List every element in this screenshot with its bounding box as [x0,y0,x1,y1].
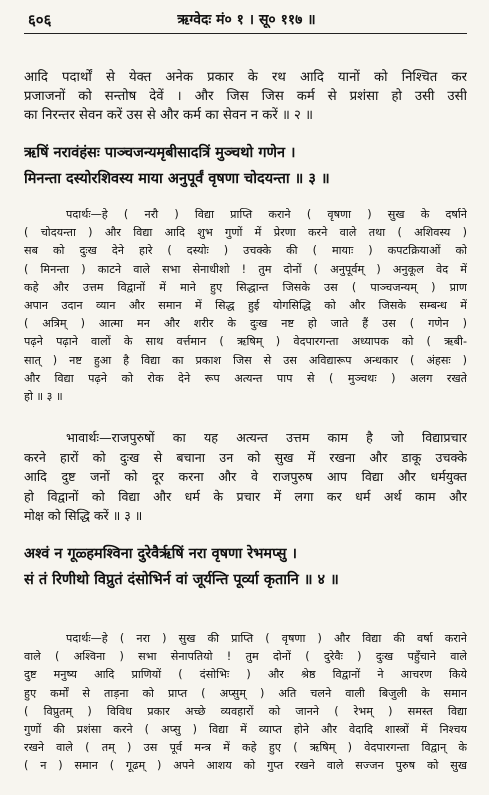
text-line: दुष्ट मनुष्य आदि प्राणियों ( दंसोभिः ) और श्रेष्ठ विद्वानों ने आचरण किये [24,668,467,682]
text-line: सब को दुःख देने हारे ( दस्योः ) उचक्के की ( मायाः ) कपटक्रियाओं को [24,244,467,258]
text-line: गुणों की प्रशंसा करने ( अप्सु ) विद्या में व्याप्त होने और वेदादि शास्त्रों में निश्चय [24,723,467,737]
mantra-line: सं तं रिणीथो विप्रुतं दंसोभिर्न वां जूर्यन्ति पूर्व्या कृतानि ॥ ४ ॥ [24,572,339,588]
mantra-3 [24,140,467,192]
mantra-line: अश्वं न गूळ्हमश्विना दुरेवैर्ऋषिं नरा वृषणा रेभमप्सु । [24,546,298,562]
text-line: रखने वाले ( तम् ) उस पूर्व मन्त्र में कहे हुए ( ऋषिम् ) वेदपारगन्ता विद्वान् के [24,741,467,755]
text-line: का निरन्तर सेवन करें उस से और कर्म का सेवन न करें ॥ २ ॥ [24,108,313,123]
text-line: आदि दुष्ट जनों को दूर करना और वे राजपुरुष आप विद्या और धर्मयुक्त [24,469,467,485]
text-line: ( विप्रुतम् ) विविध प्रकार अच्छे व्यवहारों को जानने ( रेभम् ) समस्त विद्या [24,704,467,718]
bhavartha-3 [24,428,467,526]
text-line: ( न ) समान ( गूढम् ) अपने आशय को गुप्त रखने वाले सज्जन पुरुष को सुख [24,759,467,773]
text-line: कहे और उत्तम विद्वानों में माने हुए सिद्धान्त जिसके उस ( पाञ्चजन्यम् ) प्राण [24,280,467,294]
padartha-4 [24,630,467,776]
text-line: भावार्थः—राजपुरुषों का यह अत्यन्त उत्तम काम है जो विद्याप्रचार [66,430,467,445]
header-rule [24,33,467,34]
text-line: मोक्ष को सिद्धि करें ॥ ३ ॥ [24,508,143,524]
text-line: पदार्थः—हे ( नरौ ) विद्या प्राप्ति कराने ( वृषणा ) सुख के दर्षाने [66,208,467,221]
text-line: वाले ( अश्विना ) सभा सेनापतियो ! तुम दोनों ( दुरेवैः ) दुःख पहुँचाने वाले [24,650,467,664]
mantra-line: मिनन्ता दस्योरशिवस्य माया अनुपूर्वं वृषणा चोदयन्ता ॥ ३ ॥ [24,171,330,187]
page-number: ६०६ [28,11,52,29]
text-line: आदि पदार्थों से येक्त अनेक प्रकार के रथ आदि यानों को निश्चित कर [24,70,467,85]
text-line: पदार्थः—हे ( नरा ) सुख की प्राप्ति ( वृषणा ) और विद्या की वर्षा कराने [66,632,467,645]
text-line: अपान उदान व्यान और समान में सिद्ध हुई योगसिद्धि को और जिसके सम्बन्ध में [24,299,467,313]
text-line: सात् ) नष्ट हुआ है विद्या का प्रकाश जिस से उस अविद्यारूप अन्धकार ( अंहसः ) [24,353,467,367]
padartha-3 [24,206,467,406]
text-line: पढ़ने पढ़ाने वालों के साथ वर्त्तमान ( ऋषिम् ) वेदपारगन्ता अध्यापक को ( ऋबी- [24,335,467,349]
text-line: और विद्या पढ़ने को रोक देने रूप अत्यन्त पाप से ( मुञ्चथः ) अलग रखते [24,371,467,385]
text-line: हो विद्वानों को विद्या और धर्म के प्रचार में लगा कर धर्म अर्थ काम और [24,488,467,504]
text-line: ( मिनन्ता ) काटने वाले सभा सेनाधीशो ! तुम दोनों ( अनुपूर्वम् ) अनुकूल वेद में [24,262,467,276]
text-line: ( चोदयन्ता ) और विद्या आदि शुभ गुणों में प्रेरणा करने वाले तथा ( अशिवस्य ) [24,226,467,240]
text-line: ( अत्रिम् ) आत्मा मन और शरीर के दुःख नष्ट हो जाते हैं उस ( गणेन ) [24,317,467,331]
mantra-line: ऋषिं नरावंहंसः पाञ्चजन्यमृबीसादत्रिं मुञ्चथो गणेन । [24,145,296,161]
mantra-4 [24,541,467,593]
text-line: प्रजाजनों को सन्तोष देवें । और जिस जिस कर्म से प्रशंसा हो उसी उसी [24,89,467,104]
text-line: हुए कर्मों से ताड़ना को प्राप्त ( अप्सुम् ) अति चलने वाली बिजुली के समान [24,686,467,700]
page-title: ऋग्वेदः मं० १ । सू० ११७ ॥ [177,12,316,28]
text-line: हो ॥ ३ ॥ [24,390,63,404]
page-header [28,8,465,32]
text-line: करने हारों को दुःख से बचाना उन को सुख में रखना और डाकू उचक्के [24,449,467,465]
intro-paragraph [24,68,467,125]
